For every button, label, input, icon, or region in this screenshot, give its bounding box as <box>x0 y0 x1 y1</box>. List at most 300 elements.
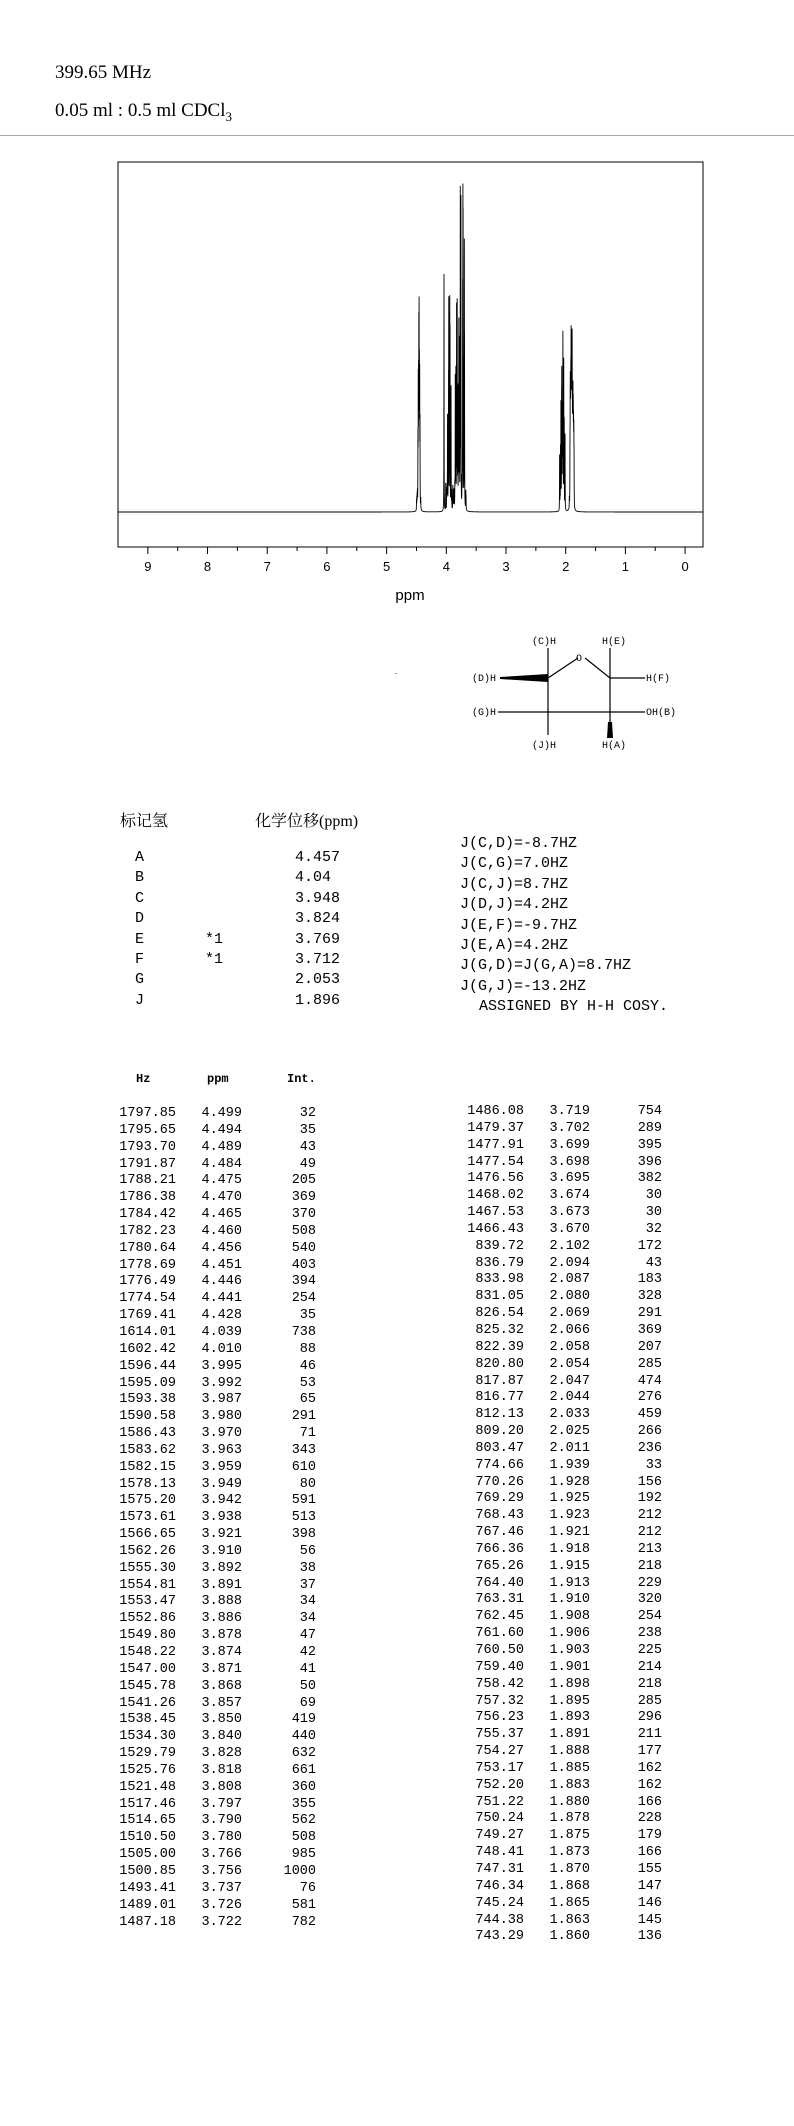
peak-intensity: 50 <box>299 1678 316 1694</box>
peak-row <box>460 1862 662 1879</box>
peak-intensity: 369 <box>291 1190 316 1206</box>
peak-ppm: 4.470 <box>201 1190 242 1206</box>
peak-row <box>460 1323 662 1340</box>
x-tick-label: 1 <box>621 559 630 574</box>
peak-ppm: 1.915 <box>549 1558 590 1574</box>
peak-hz: 764.40 <box>475 1575 524 1591</box>
peak-hz: 743.29 <box>475 1929 524 1945</box>
peak-row <box>460 1576 662 1593</box>
peak-row <box>460 1913 662 1930</box>
peak-row <box>460 1761 662 1778</box>
assignment-shift: 4.457 <box>295 849 341 866</box>
peak-ppm: 3.963 <box>201 1442 242 1458</box>
peak-hz: 766.36 <box>475 1541 524 1557</box>
assignment-note: ASSIGNED BY H-H COSY. <box>479 998 669 1016</box>
assign-header-shift: 化学位移(ppm) <box>255 813 359 830</box>
peak-ppm: 2.033 <box>549 1407 590 1423</box>
peak-intensity: 296 <box>637 1710 662 1726</box>
assignment-row <box>135 868 385 888</box>
peak-intensity: 398 <box>291 1527 316 1543</box>
peak-row <box>110 1140 316 1157</box>
peak-ppm: 1.918 <box>549 1541 590 1557</box>
peak-row <box>110 1258 316 1275</box>
peak-ppm: 3.719 <box>549 1104 590 1119</box>
coupling-constant: J(G,D)=J(G,A)=8.7HZ <box>460 957 632 975</box>
peak-hz: 831.05 <box>475 1289 524 1305</box>
peak-hz: 767.46 <box>475 1525 524 1541</box>
peak-ppm: 3.699 <box>549 1137 590 1153</box>
peak-row <box>460 1188 662 1205</box>
peak-hz: 755.37 <box>475 1727 524 1743</box>
peak-hz: 822.39 <box>475 1339 524 1355</box>
peak-hz: 757.32 <box>475 1693 524 1709</box>
peak-ppm: 3.790 <box>201 1813 242 1829</box>
peak-hz: 1578.13 <box>119 1476 176 1492</box>
peak-ppm: 1.908 <box>549 1609 590 1625</box>
peak-row <box>460 1256 662 1273</box>
peak-ppm: 3.942 <box>201 1493 242 1509</box>
peak-row <box>110 1308 316 1325</box>
assignment-row <box>135 909 385 929</box>
peak-intensity: 38 <box>299 1560 316 1576</box>
sample-condition <box>55 100 232 125</box>
peak-row <box>460 1592 662 1609</box>
peak-intensity: 35 <box>299 1308 316 1324</box>
label-ch: (C)H <box>532 637 557 648</box>
peak-ppm: 3.871 <box>201 1661 242 1677</box>
peak-ppm: 1.910 <box>549 1592 590 1608</box>
peak-row <box>460 1222 662 1239</box>
peak-hz: 1583.62 <box>119 1442 176 1458</box>
peak-intensity: 71 <box>299 1426 316 1442</box>
peak-intensity: 395 <box>637 1137 662 1153</box>
peak-intensity: 177 <box>637 1744 662 1760</box>
peak-intensity: 212 <box>637 1508 662 1524</box>
assignment-row <box>135 991 385 1011</box>
peak-ppm: 3.726 <box>201 1897 242 1913</box>
peak-hz: 826.54 <box>475 1306 524 1322</box>
peak-hz: 1545.78 <box>119 1678 176 1694</box>
x-axis-ticks <box>144 547 688 574</box>
peak-row <box>460 1390 662 1407</box>
plot-frame <box>118 162 703 547</box>
peaklist-header-hz: Hz <box>136 1072 151 1086</box>
coupling-constant: J(D,J)=4.2HZ <box>460 896 569 914</box>
peak-ppm: 3.980 <box>201 1409 242 1425</box>
peak-hz: 1477.91 <box>467 1137 524 1153</box>
peak-ppm: 1.903 <box>549 1643 590 1658</box>
spectrum-peaks <box>118 184 703 512</box>
peak-intensity: 985 <box>291 1847 316 1863</box>
peak-hz: 1782.23 <box>119 1223 176 1239</box>
sample-condition-text: 0.05 ml : 0.5 ml CDCl <box>55 100 226 121</box>
coupling-constant: J(G,J)=-13.2HZ <box>460 977 587 995</box>
peak-row <box>110 1376 316 1393</box>
peak-row <box>460 1205 662 1222</box>
peak-row <box>110 1830 316 1847</box>
peak-row <box>110 1477 316 1494</box>
peak-hz: 809.20 <box>475 1424 524 1440</box>
peak-hz: 1797.85 <box>119 1106 176 1121</box>
peak-row <box>460 1407 662 1424</box>
peak-ppm: 4.494 <box>201 1122 242 1138</box>
assignment-label: G <box>135 971 145 989</box>
peak-intensity: 661 <box>291 1762 316 1778</box>
assignment-shift: 1.896 <box>295 991 341 1009</box>
peak-ppm: 3.992 <box>201 1375 242 1391</box>
peak-hz: 1555.30 <box>119 1560 176 1576</box>
peak-ppm: 3.995 <box>201 1358 242 1374</box>
peak-hz: 758.42 <box>475 1676 524 1692</box>
label-gh: (G)H <box>472 708 497 719</box>
peak-ppm: 4.465 <box>201 1207 242 1223</box>
assignment-row <box>135 930 385 950</box>
peak-row <box>110 1813 316 1830</box>
peak-row <box>110 1594 316 1611</box>
peak-ppm: 4.489 <box>201 1139 242 1155</box>
peak-row <box>110 1712 316 1729</box>
peak-intensity: 41 <box>299 1661 316 1677</box>
peak-hz: 1553.47 <box>119 1594 176 1610</box>
peak-ppm: 3.888 <box>201 1594 242 1610</box>
x-tick-label: 7 <box>263 559 271 574</box>
peak-hz: 1586.43 <box>119 1426 176 1442</box>
peak-row <box>110 1611 316 1628</box>
label-ha: H(A) <box>602 741 627 752</box>
peak-hz: 1534.30 <box>119 1729 176 1745</box>
peak-ppm: 3.756 <box>201 1863 242 1879</box>
peak-ppm: 1.923 <box>549 1508 590 1524</box>
peak-row <box>460 1171 662 1188</box>
peak-ppm: 4.428 <box>201 1308 242 1324</box>
peak-row <box>110 1527 316 1544</box>
peak-ppm: 4.484 <box>201 1156 242 1172</box>
peak-row <box>110 1190 316 1207</box>
peak-hz: 1505.00 <box>119 1847 176 1863</box>
assignment-label: E <box>135 930 145 948</box>
peak-ppm: 1.885 <box>549 1760 590 1776</box>
peak-row <box>110 1544 316 1561</box>
peak-intensity: 513 <box>291 1510 316 1526</box>
peak-hz: 817.87 <box>475 1373 524 1389</box>
peak-row <box>460 1744 662 1761</box>
assignment-row <box>135 848 385 868</box>
peak-intensity: 291 <box>637 1306 662 1322</box>
peak-ppm: 1.901 <box>549 1659 590 1675</box>
peak-row <box>460 1104 662 1121</box>
peak-row <box>110 1123 316 1140</box>
peak-intensity: 47 <box>299 1628 316 1644</box>
peak-hz: 745.24 <box>475 1895 524 1911</box>
peak-row <box>460 1778 662 1795</box>
peak-ppm: 3.892 <box>201 1560 242 1576</box>
peak-ppm: 1.870 <box>549 1861 590 1877</box>
peak-row <box>110 1780 316 1797</box>
peaklist-left-column <box>110 1106 316 1931</box>
peak-hz: 761.60 <box>475 1626 524 1642</box>
peak-row <box>110 1561 316 1578</box>
peak-hz: 1769.41 <box>119 1308 176 1324</box>
peak-row <box>460 1306 662 1323</box>
peak-intensity: 285 <box>637 1356 662 1372</box>
peak-intensity: 155 <box>637 1861 662 1877</box>
peak-hz: 753.17 <box>475 1760 524 1776</box>
peak-hz: 763.31 <box>475 1592 524 1608</box>
peak-ppm: 3.959 <box>201 1459 242 1475</box>
peak-ppm: 4.499 <box>201 1106 242 1121</box>
peak-row <box>460 1710 662 1727</box>
peak-row <box>460 1491 662 1508</box>
peak-intensity: 276 <box>637 1390 662 1406</box>
peak-hz: 1566.65 <box>119 1527 176 1543</box>
peak-ppm: 2.102 <box>549 1238 590 1254</box>
peak-intensity: 343 <box>291 1442 316 1458</box>
peak-intensity: 145 <box>637 1912 662 1928</box>
peak-hz: 751.22 <box>475 1794 524 1810</box>
x-tick-label: 4 <box>442 559 450 574</box>
peak-intensity: 285 <box>637 1693 662 1709</box>
peak-intensity: 236 <box>637 1440 662 1456</box>
peak-ppm: 3.987 <box>201 1392 242 1408</box>
peak-intensity: 65 <box>299 1392 316 1408</box>
peak-row <box>460 1727 662 1744</box>
peak-intensity: 212 <box>637 1525 662 1541</box>
peak-hz: 1778.69 <box>119 1257 176 1273</box>
peak-hz: 1596.44 <box>119 1358 176 1374</box>
peak-ppm: 3.874 <box>201 1645 242 1660</box>
peak-intensity: 69 <box>299 1695 316 1711</box>
peak-hz: 1486.08 <box>467 1104 524 1119</box>
peak-ppm: 3.868 <box>201 1678 242 1694</box>
peak-ppm: 2.047 <box>549 1373 590 1389</box>
assignment-shift: 2.053 <box>295 971 341 989</box>
peak-ppm: 3.780 <box>201 1830 242 1846</box>
peak-intensity: 32 <box>299 1106 316 1121</box>
spectrometer-frequency: 399.65 MHz <box>55 62 152 83</box>
peak-hz: 1780.64 <box>119 1240 176 1256</box>
peak-hz: 748.41 <box>475 1845 524 1861</box>
peak-hz: 816.77 <box>475 1390 524 1406</box>
peak-row <box>110 1628 316 1645</box>
peak-hz: 769.29 <box>475 1491 524 1507</box>
peak-intensity: 291 <box>291 1409 316 1425</box>
peak-row <box>110 1426 316 1443</box>
peak-hz: 744.38 <box>475 1912 524 1928</box>
coupling-constant: J(E,F)=-9.7HZ <box>460 916 578 934</box>
peak-hz: 746.34 <box>475 1878 524 1894</box>
x-tick-label: 3 <box>502 559 510 574</box>
peak-ppm: 1.925 <box>549 1491 590 1507</box>
peak-row <box>110 1409 316 1426</box>
peak-intensity: 162 <box>637 1760 662 1776</box>
peak-ppm: 1.868 <box>549 1878 590 1894</box>
label-jh: (J)H <box>532 741 557 752</box>
peak-intensity: 360 <box>291 1779 316 1795</box>
peak-ppm: 1.875 <box>549 1828 590 1844</box>
peak-hz: 1595.09 <box>119 1375 176 1391</box>
peak-row <box>460 1609 662 1626</box>
peak-hz: 1575.20 <box>119 1493 176 1509</box>
plot-border <box>118 162 703 547</box>
peak-row <box>110 1679 316 1696</box>
peak-row <box>460 1121 662 1138</box>
peak-intensity: 35 <box>299 1122 316 1138</box>
peak-row <box>110 1578 316 1595</box>
peak-ppm: 2.044 <box>549 1390 590 1406</box>
peak-ppm: 1.893 <box>549 1710 590 1726</box>
peak-row <box>110 1898 316 1915</box>
peak-ppm: 3.970 <box>201 1426 242 1442</box>
peak-row <box>460 1694 662 1711</box>
peak-hz: 750.24 <box>475 1811 524 1827</box>
peak-intensity: 32 <box>645 1221 662 1237</box>
peak-hz: 759.40 <box>475 1659 524 1675</box>
peak-ppm: 1.883 <box>549 1777 590 1793</box>
sample-condition-subscript: 3 <box>225 108 232 124</box>
peak-ppm: 3.797 <box>201 1796 242 1812</box>
peak-intensity: 214 <box>637 1659 662 1675</box>
peak-row <box>110 1157 316 1174</box>
coupling-constant: J(C,J)=8.7HZ <box>460 875 569 893</box>
peak-ppm: 1.878 <box>549 1811 590 1827</box>
x-tick-label: 6 <box>323 559 331 574</box>
peak-ppm: 3.921 <box>201 1527 242 1543</box>
peak-intensity: 440 <box>291 1729 316 1745</box>
peak-hz: 1529.79 <box>119 1746 176 1762</box>
peak-ppm: 3.818 <box>201 1762 242 1778</box>
peak-ppm: 1.873 <box>549 1845 590 1861</box>
peak-intensity: 266 <box>637 1424 662 1440</box>
peak-ppm: 1.891 <box>549 1727 590 1743</box>
peak-ppm: 1.860 <box>549 1929 590 1945</box>
peak-row <box>460 1559 662 1576</box>
peak-ppm: 1.913 <box>549 1575 590 1591</box>
peak-row <box>110 1881 316 1898</box>
peak-hz: 1493.41 <box>119 1880 176 1896</box>
assignment-label: D <box>135 910 145 928</box>
bond-c-o <box>548 658 578 678</box>
peak-intensity: 254 <box>637 1609 662 1625</box>
peak-row <box>110 1392 316 1409</box>
peak-row <box>460 1677 662 1694</box>
peak-row <box>110 1224 316 1241</box>
label-he: H(E) <box>602 637 627 648</box>
peak-hz: 756.23 <box>475 1710 524 1726</box>
peak-row <box>110 1460 316 1477</box>
peak-hz: 1590.58 <box>119 1409 176 1425</box>
peak-hz: 1562.26 <box>119 1543 176 1559</box>
assign-header-label: 标记氢 <box>120 813 169 830</box>
peak-row <box>110 1291 316 1308</box>
peak-hz: 1468.02 <box>467 1188 524 1204</box>
peak-ppm: 2.058 <box>549 1339 590 1355</box>
peak-hz: 1538.45 <box>119 1712 176 1728</box>
peak-intensity: 459 <box>637 1407 662 1423</box>
peak-row <box>110 1729 316 1746</box>
peak-hz: 765.26 <box>475 1558 524 1574</box>
peak-intensity: 562 <box>291 1813 316 1829</box>
peak-row <box>460 1845 662 1862</box>
peak-intensity: 49 <box>299 1156 316 1172</box>
peak-hz: 1517.46 <box>119 1796 176 1812</box>
peak-row <box>460 1626 662 1643</box>
peak-hz: 1476.56 <box>467 1171 524 1187</box>
peak-ppm: 3.938 <box>201 1510 242 1526</box>
assignment-table <box>135 848 385 1011</box>
peak-ppm: 3.857 <box>201 1695 242 1711</box>
peak-intensity: 610 <box>291 1459 316 1475</box>
peak-hz: 1784.42 <box>119 1207 176 1223</box>
peak-row <box>110 1662 316 1679</box>
coupling-constant: J(C,D)=-8.7HZ <box>460 835 578 852</box>
peaklist-right-column <box>460 1104 662 1946</box>
x-tick-label: 5 <box>383 559 391 574</box>
peak-hz: 1776.49 <box>119 1274 176 1290</box>
peak-ppm: 1.865 <box>549 1895 590 1911</box>
peak-hz: 1525.76 <box>119 1762 176 1778</box>
peak-row <box>110 1173 316 1190</box>
peak-row <box>110 1207 316 1224</box>
x-axis-label: ppm <box>395 587 425 604</box>
peak-hz: 1552.86 <box>119 1611 176 1627</box>
assignment-label: F <box>135 950 145 968</box>
assignment-shift: 3.712 <box>295 950 341 968</box>
peak-row <box>460 1272 662 1289</box>
peak-row <box>460 1525 662 1542</box>
peak-intensity: 394 <box>291 1274 316 1290</box>
peak-hz: 1548.22 <box>119 1645 176 1660</box>
peak-intensity: 30 <box>645 1205 662 1221</box>
peak-row <box>110 1510 316 1527</box>
peak-intensity: 632 <box>291 1746 316 1762</box>
peak-row <box>460 1542 662 1559</box>
peaklist-header-ppm: ppm <box>207 1072 229 1086</box>
peak-ppm: 4.010 <box>201 1341 242 1357</box>
peak-intensity: 166 <box>637 1845 662 1861</box>
peak-ppm: 1.863 <box>549 1912 590 1928</box>
peak-intensity: 225 <box>637 1643 662 1658</box>
spectrum-trace <box>118 184 703 512</box>
peak-intensity: 540 <box>291 1240 316 1256</box>
assignment-row <box>135 950 385 970</box>
label-dh: (D)H <box>472 674 497 685</box>
peak-intensity: 328 <box>637 1289 662 1305</box>
peak-hz: 770.26 <box>475 1474 524 1490</box>
peak-row <box>460 1811 662 1828</box>
peak-hz: 839.72 <box>475 1238 524 1254</box>
peak-ppm: 2.087 <box>549 1272 590 1288</box>
peak-intensity: 183 <box>637 1272 662 1288</box>
peak-ppm: 3.670 <box>549 1221 590 1237</box>
peak-intensity: 238 <box>637 1626 662 1642</box>
peak-intensity: 508 <box>291 1223 316 1239</box>
peak-row <box>460 1155 662 1172</box>
peak-ppm: 2.080 <box>549 1289 590 1305</box>
peak-row <box>460 1424 662 1441</box>
peak-row <box>460 1879 662 1896</box>
peak-hz: 1510.50 <box>119 1830 176 1846</box>
peak-intensity: 205 <box>291 1173 316 1189</box>
label-hf: H(F) <box>646 674 671 685</box>
assignment-mark: *1 <box>205 950 224 968</box>
peak-row <box>110 1645 316 1662</box>
nmr-spectrum-chart <box>0 150 794 620</box>
peak-ppm: 3.840 <box>201 1729 242 1745</box>
peak-intensity: 738 <box>291 1324 316 1340</box>
peak-intensity: 289 <box>637 1120 662 1136</box>
peak-hz: 762.45 <box>475 1609 524 1625</box>
peak-hz: 749.27 <box>475 1828 524 1844</box>
